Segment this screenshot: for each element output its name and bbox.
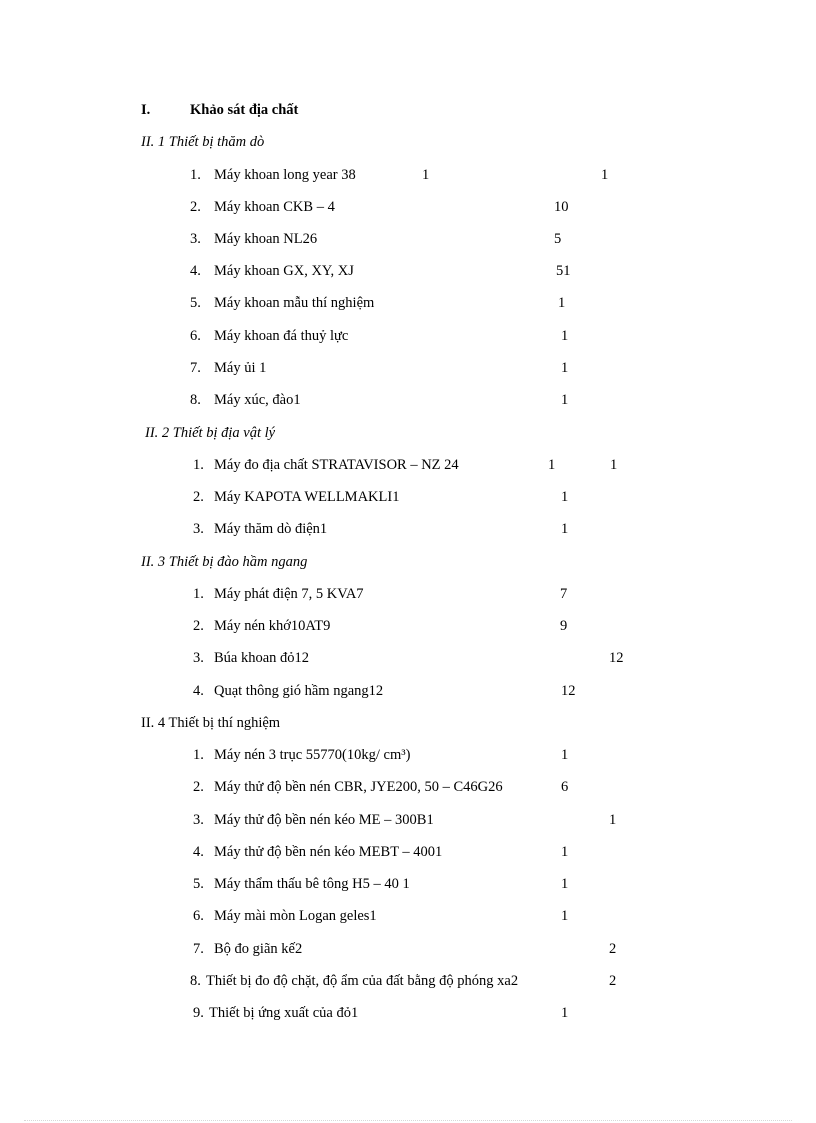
item-quantity: 1 <box>422 167 430 183</box>
item-text: Máy KAPOTA WELLMAKLI1 <box>214 489 400 505</box>
item-number: 4. <box>193 844 204 860</box>
item-number: 5. <box>190 295 201 311</box>
item-quantity: 51 <box>556 263 571 279</box>
item-number: 3. <box>193 521 204 537</box>
item-number: 1. <box>193 586 204 602</box>
item-text: Bộ đo giãn kế2 <box>214 941 303 957</box>
section-number: I. <box>141 102 151 118</box>
group-title: II. 3 Thiết bị đào hầm ngang <box>141 554 308 570</box>
item-number: 7. <box>190 360 201 376</box>
item-number: 1. <box>190 167 201 183</box>
item-quantity: 12 <box>561 683 576 699</box>
group-title: II. 2 Thiết bị địa vật lý <box>145 425 276 441</box>
item-text: Quạt thông gió hầm ngang12 <box>214 683 384 699</box>
item-quantity: 1 <box>561 747 569 763</box>
item-quantity-2: 1 <box>601 167 609 183</box>
item-text: Máy xúc, đào1 <box>214 392 301 408</box>
item-text: Máy ủi 1 <box>214 360 267 376</box>
group-title: II. 1 Thiết bị thăm dò <box>141 134 265 150</box>
item-number: 6. <box>193 908 204 924</box>
item-quantity: 1 <box>561 876 569 892</box>
item-number: 3. <box>193 650 204 666</box>
item-text: Máy thăm dò điện1 <box>214 521 328 537</box>
item-text: Thiết bị ứng xuất của đỏ1 <box>209 1005 359 1021</box>
item-number: 2. <box>190 199 201 215</box>
item-quantity: 1 <box>561 1005 569 1021</box>
item-text: Máy nén 3 trục 55770(10kg/ cm³) <box>214 747 411 763</box>
item-text: Máy thử độ bền nén CBR, JYE200, 50 – C46G26 <box>214 779 503 795</box>
page-bottom-divider <box>24 1120 792 1121</box>
item-number: 4. <box>190 263 201 279</box>
item-number: 2. <box>193 618 204 634</box>
item-text: Máy khoan mẫu thí nghiệm <box>214 295 375 311</box>
item-text: Máy thử độ bền nén kéo MEBT – 4001 <box>214 844 443 860</box>
item-text: Máy thẩm thấu bê tông H5 – 40 1 <box>214 876 410 892</box>
item-quantity: 6 <box>561 779 569 795</box>
item-number: 6. <box>190 328 201 344</box>
item-quantity: 1 <box>561 392 569 408</box>
item-number: 9. <box>193 1005 204 1021</box>
item-quantity: 1 <box>558 295 566 311</box>
item-number: 8. <box>190 973 201 989</box>
item-text: Máy phát điện 7, 5 KVA7 <box>214 586 364 602</box>
item-quantity: 1 <box>561 328 569 344</box>
item-text: Búa khoan đỏ12 <box>214 650 310 666</box>
section-heading <box>141 101 299 119</box>
item-number: 2. <box>193 779 204 795</box>
item-quantity: 1 <box>561 360 569 376</box>
item-text: Máy khoan GX, XY, XJ <box>214 263 354 279</box>
item-number: 8. <box>190 392 201 408</box>
item-quantity-2: 2 <box>609 941 617 957</box>
item-number: 3. <box>190 231 201 247</box>
item-quantity-2: 12 <box>609 650 624 666</box>
item-text: Máy khoan NL26 <box>214 231 318 247</box>
item-quantity: 10 <box>554 199 569 215</box>
item-quantity: 9 <box>560 618 568 634</box>
item-quantity-2: 2 <box>609 973 617 989</box>
item-text: Máy khoan CKB – 4 <box>214 199 335 215</box>
item-number: 3. <box>193 812 204 828</box>
item-text: Máy đo địa chất STRATAVISOR – NZ 24 <box>214 457 459 473</box>
item-text: Máy thử độ bền nén kéo ME – 300B1 <box>214 812 434 828</box>
section-title: Khảo sát địa chất <box>190 102 299 118</box>
group-title: II. 4 Thiết bị thí nghiệm <box>141 715 281 731</box>
item-text: Máy khoan long year 38 <box>214 167 356 183</box>
item-number: 1. <box>193 457 204 473</box>
item-text: Máy khoan đá thuỷ lực <box>214 328 349 344</box>
item-quantity-2: 1 <box>609 812 617 828</box>
item-number: 1. <box>193 747 204 763</box>
item-quantity: 1 <box>561 908 569 924</box>
item-quantity: 1 <box>548 457 556 473</box>
item-text: Máy mài mòn Logan geles1 <box>214 908 377 924</box>
item-number: 5. <box>193 876 204 892</box>
item-number: 4. <box>193 683 204 699</box>
item-quantity: 5 <box>554 231 562 247</box>
item-quantity-2: 1 <box>610 457 618 473</box>
item-text: Thiết bị đo độ chặt, độ ẩm của đất bằng độ phóng xa2 <box>206 973 519 989</box>
item-quantity: 1 <box>561 489 569 505</box>
item-number: 2. <box>193 489 204 505</box>
item-text: Máy nén khớ10AT9 <box>214 618 331 634</box>
item-quantity: 1 <box>561 521 569 537</box>
item-quantity: 1 <box>561 844 569 860</box>
item-quantity: 7 <box>560 586 568 602</box>
item-number: 7. <box>193 941 204 957</box>
